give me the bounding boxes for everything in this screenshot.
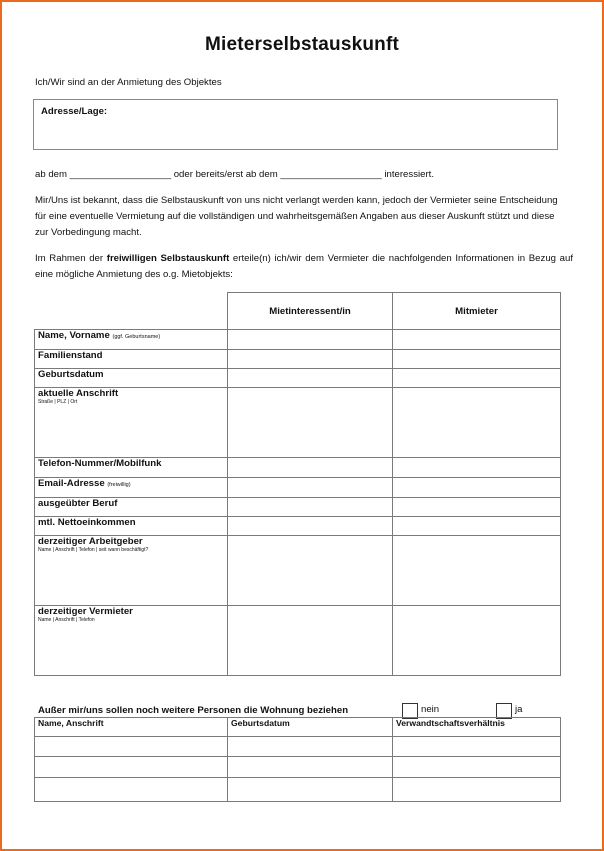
input-cell[interactable] xyxy=(228,350,393,369)
row-label-text: aktuelle Anschrift xyxy=(38,388,119,399)
table-row xyxy=(35,778,561,802)
input-cell[interactable] xyxy=(228,606,393,676)
input-cell[interactable] xyxy=(228,517,393,536)
table-row xyxy=(35,737,561,757)
input-cell[interactable] xyxy=(393,458,561,478)
row-label-text: derzeitiger Arbeitgeber xyxy=(38,536,143,547)
row-label: Familienstand xyxy=(35,350,228,369)
checkbox-yes-label: ja xyxy=(515,704,523,715)
consent-text-end: erteile(n) ich/wir dem Vermieter die nachfolgenden Informationen in Bezug auf eine mögliche Anmietung des o.g. Mietobjekts: xyxy=(35,253,573,280)
address-label: Adresse/Lage: xyxy=(41,106,108,117)
column-header-relationship: Verwandtschaftsverhältnis xyxy=(393,718,561,737)
page-title: Mieterselbstauskunft xyxy=(204,34,400,55)
input-cell[interactable] xyxy=(393,757,561,778)
input-cell[interactable] xyxy=(393,330,561,350)
additional-persons-table xyxy=(34,717,561,802)
table-row xyxy=(35,330,561,350)
table-row xyxy=(35,757,561,778)
row-label xyxy=(35,478,228,498)
row-label xyxy=(35,606,228,676)
input-cell[interactable] xyxy=(228,458,393,478)
table-row xyxy=(35,517,561,536)
column-header-applicant: Mietinteressent/in xyxy=(228,293,393,330)
input-cell[interactable] xyxy=(393,737,561,757)
column-header-co-tenant: Mitmieter xyxy=(393,293,561,330)
row-label: Geburtsdatum xyxy=(35,369,228,388)
input-cell[interactable] xyxy=(228,536,393,606)
row-sublabel: Straße | PLZ | Ort xyxy=(38,399,78,405)
table-row xyxy=(35,536,561,606)
input-cell[interactable] xyxy=(393,536,561,606)
address-field[interactable] xyxy=(33,99,558,150)
input-cell[interactable] xyxy=(228,757,393,778)
row-label: ausgeübter Beruf xyxy=(35,498,228,517)
input-cell[interactable] xyxy=(393,606,561,676)
table-row xyxy=(35,606,561,676)
row-label-text: Name, Vorname xyxy=(38,330,110,341)
input-cell[interactable] xyxy=(393,517,561,536)
column-header-birthdate: Geburtsdatum xyxy=(228,718,393,737)
input-cell[interactable] xyxy=(228,369,393,388)
input-cell[interactable] xyxy=(228,737,393,757)
row-note: (ggf. Geburtsname) xyxy=(112,334,161,340)
consent-paragraph xyxy=(35,251,573,283)
input-cell[interactable] xyxy=(393,478,561,498)
table-row xyxy=(35,388,561,458)
row-sublabel: Name | Anschrift | Telefon | seit wann beschäftigt? xyxy=(38,547,149,553)
row-label xyxy=(35,388,228,458)
input-cell[interactable] xyxy=(393,778,561,802)
input-cell[interactable] xyxy=(393,498,561,517)
consent-text-bold: freiwilligen Selbstauskunft xyxy=(106,253,230,264)
input-cell[interactable] xyxy=(35,757,228,778)
input-cell[interactable] xyxy=(228,388,393,458)
header-blank-cell xyxy=(35,293,228,330)
row-label-text: derzeitiger Vermieter xyxy=(38,606,133,617)
table-header-row xyxy=(35,718,561,737)
checkbox-no-label: nein xyxy=(421,704,440,715)
row-label xyxy=(35,536,228,606)
row-note: (freiwillig) xyxy=(107,482,131,488)
table-row xyxy=(35,458,561,478)
row-sublabel: Name | Anschrift | Telefon xyxy=(38,617,95,623)
input-cell[interactable] xyxy=(393,369,561,388)
row-label: Telefon-Nummer/Mobilfunk xyxy=(35,458,228,478)
column-header-name: Name, Anschrift xyxy=(35,718,228,737)
row-label xyxy=(35,330,228,350)
input-cell[interactable] xyxy=(228,778,393,802)
input-cell[interactable] xyxy=(35,778,228,802)
input-cell[interactable] xyxy=(228,330,393,350)
input-cell[interactable] xyxy=(393,388,561,458)
input-cell[interactable] xyxy=(228,478,393,498)
table-row xyxy=(35,498,561,517)
input-cell[interactable] xyxy=(228,498,393,517)
date-line: ab dem ___________________ oder bereits/erst ab dem ___________________ interessiert. xyxy=(35,169,434,180)
consent-text-start: Im Rahmen der xyxy=(35,253,107,264)
row-label-text: Email-Adresse xyxy=(38,478,105,489)
table-row xyxy=(35,350,561,369)
input-cell[interactable] xyxy=(35,737,228,757)
table-row xyxy=(35,478,561,498)
disclaimer-paragraph: Mir/Uns ist bekannt, dass die Selbstauskunft von uns nicht verlangt werden kann, jedoch der Vermieter seine Entscheidung für eine eventuelle Vermietung auf die vollständigen und wahrheitsgemäßen Angaben aus dieser Auskunft stützt und diese zur Vorbedingung macht. xyxy=(35,195,558,238)
table-row xyxy=(35,369,561,388)
row-label: mtl. Nettoeinkommen xyxy=(35,517,228,536)
applicant-table xyxy=(34,292,561,676)
table-header-row xyxy=(35,293,561,330)
intro-text: Ich/Wir sind an der Anmietung des Objektes xyxy=(35,77,222,88)
input-cell[interactable] xyxy=(393,350,561,369)
additional-persons-question: Außer mir/uns sollen noch weitere Personen die Wohnung beziehen xyxy=(38,705,349,716)
